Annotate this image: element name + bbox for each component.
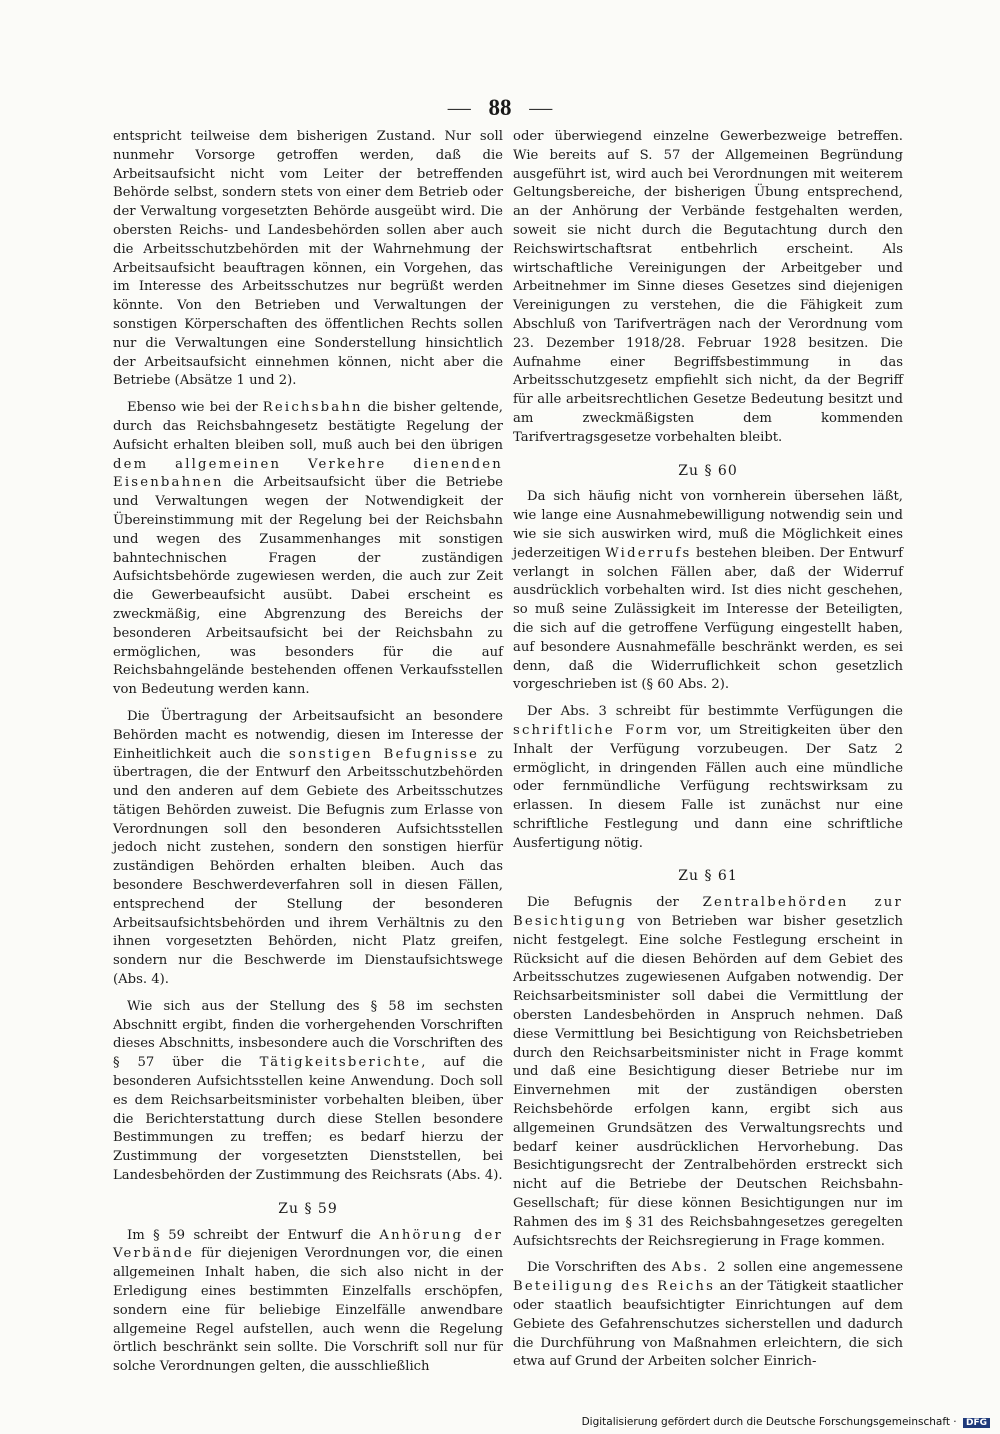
right-p5-emphasis-1: Abs. 2 (671, 1260, 728, 1276)
right-p4-text-b: von Betrieben war bisher gesetzlich nicht festgelegt. Eine solche Festlegung erscheint in Rücksicht auf die diesen Behörden auf dem Gebiet des Arbeitsschutzes zugewiesenen Aufgaben notwendig. Der Reichsarbeitsminister soll dabei die Vermittlung der obersten Landesbehörden in Anspruch nehmen. Daß diese Vermittlung bei Besichtigung von Reichsbetrieben durch den Reichsarbeitsminister nicht in Frage kommt und daß eine Besichtigung dieser Betriebe nur im Einvernehmen mit der zuständigen obersten Reichsbehörde erfolgen kann, ergibt sich aus allgemeinen Grundsätzen des Verwaltungsrechts und bedarf keiner ausdrücklichen Hervorhebung. Das Besichtigungsrecht der Zentralbehörden erstreckt sich nicht auf die Betriebe der Deutschen Reichsbahn-Gesellschaft; für diese können Besichtigungen nur im Rahmen des im § 31 des Reichsbahngesetzes geregelten Aufsichtsrechts der Reichsregierung in Frage kommen. (513, 914, 903, 1249)
header-dash-right: — (529, 95, 553, 120)
right-p5-emphasis-2: Beteiligung des Reichs (513, 1279, 716, 1295)
right-p4-text-a: Die Befugnis der (527, 895, 679, 911)
section-heading-60: Zu § 60 (678, 462, 738, 479)
footer-credit-text: Digitalisierung gefördert durch die Deutsche Forschungsgemeinschaft · (581, 1416, 957, 1428)
section-heading-61: Zu § 61 (678, 868, 738, 885)
left-p2-text-c: die Arbeitsaufsicht über die Betriebe und Verwaltungen wegen der Notwendigkeit der Übereinstimmung mit der Regelung bei der Reichsbahn und wegen des Zusammenhanges mit sonstigen bahntechnischen Fragen der zuständigen Aufsichtsbehörde zugewiesen werden, die auch zur Zeit die Gewerbeaufsicht ausübt. Dabei erscheint es zweckmäßig, eine Abgrenzung des Bereichs der besonderen Arbeitsaufsicht bei der Reichsbahn zu ermöglichen, was besonders für die auf Reichsbahngelände bestehenden offenen Verkaufsstellen von Bedeutung werden kann. (113, 475, 503, 698)
left-paragraph-4 (113, 998, 503, 1186)
left-paragraph-3 (113, 708, 503, 990)
right-p2-emphasis: Widerrufs (605, 545, 692, 561)
page-number: 88 (488, 95, 512, 120)
left-p2-text-b: die bisher geltende, durch das Reichsbahngesetz bestätigte Regelung der Aufsicht erhalten bleiben soll, muß auch bei den übrigen (113, 400, 503, 453)
left-p4-text-a: Wie sich aus der Stellung des § 58 im sechsten Abschnitt ergibt, finden die vorhergehenden Vorschriften dieses Abschnitts, insbesondere auch die Vorschriften des § 57 über die (113, 998, 503, 1071)
right-p4-emphasis: Zentralbehörden zur Besichtigung (513, 895, 903, 930)
dfg-logo: DFG (963, 1418, 990, 1428)
left-p2-emphasis-1: Reichsbahn (262, 400, 363, 416)
right-paragraph-4 (513, 894, 903, 1251)
left-p4-emphasis: Tätigkeitsberichte (259, 1055, 422, 1071)
right-p3-text-b: vor, um Streitigkeiten über den Inhalt der Verfügung vorzubeugen. Der Satz 2 ermöglicht, in dringenden Fällen auch eine mündliche oder fernmündliche Verfügung rechtswirksam zu erlassen. In diesem Falle ist zunächst nur eine schriftliche Festlegung und dann eine schriftliche Ausfertigung nötig. (513, 722, 903, 851)
left-p3-text-b: zu übertragen, die der Entwurf den Arbeitsschutzbehörden und den anderen auf dem Gebiete des Arbeitsschutzes tätigen Behörden zuweist. Die Befugnis zum Erlasse von Verordnungen soll den besonderen Aufsichtsstellen jedoch nicht zustehen, sondern den sonstigen hierfür zuständigen Behörden erhalten bleiben. Auch das besondere Beschwerdeverfahren soll in diesen Fällen, entsprechend der Stellung der besonderen Arbeitsaufsichtsbehörden und ihrem Verhältnis zu den ihnen vorgesetzten Behörden, nicht Platz greifen, sondern nur die Beschwerde im Dienstaufsichtswege (Abs. 4). (113, 746, 503, 988)
left-p3-text-a: Die Übertragung der Arbeitsaufsicht an besondere Behörden macht es notwendig, diesen im Interesse der Einheitlichkeit auch die (113, 708, 503, 762)
left-p2-text-a: Ebenso wie bei der (127, 400, 258, 416)
left-p2-emphasis-2: dem allgemeinen Verkehre dienenden Eisenbahnen (113, 456, 503, 491)
left-paragraph-1 (113, 128, 503, 391)
right-p5-text-b: sollen eine angemessene (733, 1260, 903, 1276)
right-paragraph-2 (513, 488, 903, 695)
left-p4-text-b: , auf die besonderen Aufsichtsstellen keine Anwendung. Doch soll es dem Reichsarbeitsminister vorbehalten bleiben, über die Berichterstattung durch diese Stellen besondere Bestimmungen zu treffen; es bedarf hierzu der Zustimmung der vorgesetzten Dienststellen, bei Landesbehörden der Zustimmung des Reichsrats (Abs. 4). (113, 1055, 503, 1184)
page-header (0, 95, 1000, 121)
right-column (513, 128, 903, 1372)
right-p2-text-a: Da sich häufig nicht von vornherein übersehen läßt, wie lange eine Ausnahmebewilligung notwendig sein und wie sie sich auswirken wird, muß die Möglichkeit eines jederzeitigen (513, 489, 903, 561)
left-column (113, 128, 503, 1377)
right-p5-text-c: an der Tätigkeit staatlicher oder staatlich beaufsichtigter Einrichtungen auf dem Gebiete des Gefahrenschutzes sicherstellen und dadurch die Durchführung von Maßnahmen erleichtern, die sich etwa auf Grund der Arbeiten solcher Einrich- (513, 1279, 903, 1370)
right-p1-text: oder überwiegend einzelne Gewerbezweige betreffen. Wie bereits auf S. 57 der Allgemeinen Begründung ausgeführt ist, wird auch bei Verordnungen mit weiterem Geltungsbereiche, der bisherigen Übung entsprechend, an der Anhörung der Verbände festgehalten werden, soweit sie nicht durch die Begutachtung durch den Reichswirtschaftsrat entbehrlich erscheint. Als wirtschaftliche Vereinigungen der Arbeitgeber und Arbeitnehmer im Sinne dieses Gesetzes sind diejenigen Vereinigungen zu verstehen, die die Fähigkeit zum Abschluß von Tarifverträgen nach der Verordnung vom 23. Dezember 1918/28. Februar 1928 besitzen. Die Aufnahme einer Begriffsbestimmung in das Arbeitsschutzgesetz empfiehlt sich nicht, da der Begriff für alle arbeitsrechtlichen Gesetze Bedeutung besitzt und am zweckmäßigsten dem kommenden Tarifvertragsgesetze vorbehalten bleibt. (513, 129, 903, 445)
right-paragraph-1 (513, 128, 903, 448)
right-paragraph-5 (513, 1259, 903, 1372)
right-p5-text-a: Die Vorschriften des (527, 1260, 667, 1276)
digitization-footer (582, 1416, 990, 1428)
left-paragraph-2 (113, 399, 503, 700)
left-p5-emphasis: Anhörung der Verbände (113, 1227, 503, 1262)
left-p3-emphasis: sonstigen Befugnisse (288, 746, 480, 762)
right-p3-emphasis: schriftliche Form (513, 722, 670, 738)
left-p1-text: entspricht teilweise dem bisherigen Zustand. Nur soll nunmehr Vorsorge getroffen werden, daß die Arbeitsaufsicht nicht vom Leiter der betreffenden Behörde selbst, sondern stets von einer dem Betrieb oder der Verwaltung vorgesetzten Behörde ausgeübt wird. Die obersten Reichs- und Landesbehörden sollen aber auch die Arbeitsschutzbehörden mit der Wahrnehmung der Arbeitsaufsicht beauftragen können, ein Vorgehen, das im Interesse des Arbeitsschutzes nur begrüßt werden könnte. Von den Betrieben und Verwaltungen der sonstigen Körperschaften des öffentlichen Rechts sollen nur die Verwaltungen eine Sonderstellung hinsichtlich der Arbeitsaufsicht einnehmen können, nicht aber die Betriebe (Absätze 1 und 2). (113, 129, 503, 389)
header-dash-left: — (447, 95, 471, 120)
right-p2-text-b: bestehen bleiben. Der Entwurf verlangt in solchen Fällen aber, daß der Widerruf ausdrücklich vorbehalten wird. Ist dies nicht geschehen, so muß seine Zulässigkeit im Interesse der Beteiligten, die sich auf die getroffene Verfügung eingestellt haben, auf besondere Ausnahmefälle beschränkt werden, es sei denn, daß die Widerruflichkeit schon gesetzlich vorgeschrieben ist (§ 60 Abs. 2). (513, 545, 903, 693)
right-paragraph-3 (513, 703, 903, 853)
left-paragraph-5 (113, 1227, 503, 1377)
left-p5-text-a: Im § 59 schreibt der Entwurf die (127, 1227, 371, 1243)
right-p3-text-a: Der Abs. 3 schreibt für bestimmte Verfügungen die (527, 704, 903, 720)
left-p5-text-b: für diejenigen Verordnungen vor, die einen allgemeinen Inhalt haben, die sich also nicht in der Erledigung eines bestimmten Einzelfalls erschöpfen, sondern eine für beliebige Einzelfälle anwendbare allgemeine Regel aufstellen, auch wenn die Regelung örtlich beschränkt sein sollte. Die Vorschrift soll nur für solche Verordnungen gelten, die ausschließlich (113, 1246, 504, 1375)
section-heading-59: Zu § 59 (278, 1200, 338, 1217)
